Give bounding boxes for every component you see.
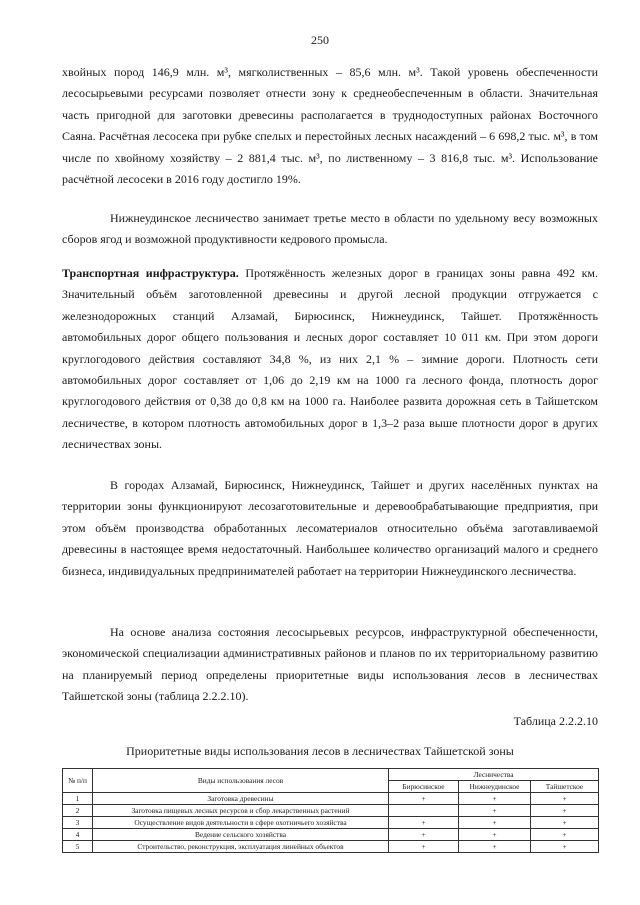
row-num: 2 [63, 805, 93, 817]
table-row [63, 841, 599, 853]
row-name: Заготовка древесины [93, 793, 389, 805]
table-row [63, 805, 599, 817]
row-num: 5 [63, 841, 93, 853]
row-name: Заготовка пищевых лесных ресурсов и сбор лекарственных растений [93, 805, 389, 817]
header-col3: Тайшетское [531, 781, 599, 793]
row-mark: + [531, 805, 599, 817]
priority-uses-table [62, 768, 599, 853]
table-row [63, 793, 599, 805]
table-title: Приоритетные виды использования лесов в лесничествах Тайшетской зоны [126, 744, 514, 758]
paragraph-forest-resources: хвойных пород 146,9 млн. м³, мягколиственных – 85,6 млн. м³. Такой уровень обеспеченности лесосырьевыми ресурсами позволяет отнести зону к среднеобеспеченным в области. Значительная часть пригодной для заготовки древесины располагается в труднодоступных районах Восточного Саяна. Расчётная лесосека при рубке спелых и перестойных лесных насаждений – 6 698,2 тыс. м³, в том числе по хвойному хозяйству – 2 881,4 тыс. м³, по лиственному – 3 816,8 тыс. м³. Использование расчётной лесосеки в 2016 году достигло 19%. [62, 65, 598, 187]
paragraph-nizhneudinsk: Нижнеудинское лесничество занимает третье место в области по удельному весу возможных сборов ягод и возможной продуктивности кедрового промысла. [62, 211, 598, 247]
row-mark: + [531, 817, 599, 829]
header-col1: Бирюсинское [389, 781, 459, 793]
row-mark: + [389, 817, 459, 829]
table-reference: Таблица 2.2.2.10 [513, 714, 598, 728]
header-col2: Нижнеудинское [459, 781, 531, 793]
row-mark: + [531, 841, 599, 853]
row-name: Осуществление видов деятельности в сфере охотничьего хозяйства [93, 817, 389, 829]
row-mark: + [531, 829, 599, 841]
row-name: Ведение сельского хозяйства [93, 829, 389, 841]
table-row [63, 829, 599, 841]
paragraph-enterprises: В городах Алзамай, Бирюсинск, Нижнеудинск, Тайшет и других населённых пунктах на территории зоны функционируют лесозаготовительные и деревообрабатывающие предприятия, при этом объём производства обработанных лесоматериалов относительно объёма заготавливаемой древесины в настоящее время недостаточный. Наибольшее количество организаций малого и среднего бизнеса, индивидуальных предпринимателей работает на территории Нижнеудинского лесничества. [62, 478, 598, 578]
row-num: 1 [63, 793, 93, 805]
row-mark [389, 805, 459, 817]
row-mark: + [459, 829, 531, 841]
row-mark: + [389, 829, 459, 841]
paragraph-priorities: На основе анализа состояния лесосырьевых ресурсов, инфраструктурной обеспеченности, экономической специализации административных районов и планов по их территориальному развитию на планируемый период определены приоритетные виды использования лесов в лесничествах Тайшетской зоны (таблица 2.2.2.10). [62, 625, 598, 704]
header-num: № п/п [63, 769, 93, 793]
row-mark: + [531, 793, 599, 805]
row-mark: + [459, 841, 531, 853]
row-num: 4 [63, 829, 93, 841]
row-mark: + [389, 793, 459, 805]
transport-heading: Транспортная инфраструктура. [62, 266, 239, 280]
row-num: 3 [63, 817, 93, 829]
row-mark: + [459, 817, 531, 829]
row-name: Строительство, реконструкция, эксплуатация линейных объектов [93, 841, 389, 853]
row-mark: + [459, 805, 531, 817]
page-number: 250 [311, 33, 329, 47]
row-mark: + [389, 841, 459, 853]
header-group: Лесничества [389, 769, 599, 781]
paragraph-transport: Транспортная инфраструктура. Протяжённость железных дорог в границах зоны равна 492 км. Значительный объём заготовленной древесины и другой лесной продукции отгружается с железнодорожных станций Алзамай, Бирюсинск, Нижнеудинск, Тайшет. Протяжённость автомобильных дорог общего пользования и лесных дорог составляет 10 011 км. При этом дороги круглогодового действия составляют 34,8 %, из них 2,1 % – зимние дороги. Плотность сети автомобильных дорог составляет от 1,06 до 2,19 км на 1000 га лесного фонда, плотность дорог круглогодового действия от 0,38 до 0,8 км на 1000 га. Наиболее развита дорожная сеть в Тайшетском лесничестве, в котором плотность автомобильных дорог в 1,3–2 раза выше плотности дорог в других лесничествах зоны. [62, 266, 598, 452]
header-kind: Виды использования лесов [93, 769, 389, 793]
table-row [63, 817, 599, 829]
row-mark: + [459, 793, 531, 805]
